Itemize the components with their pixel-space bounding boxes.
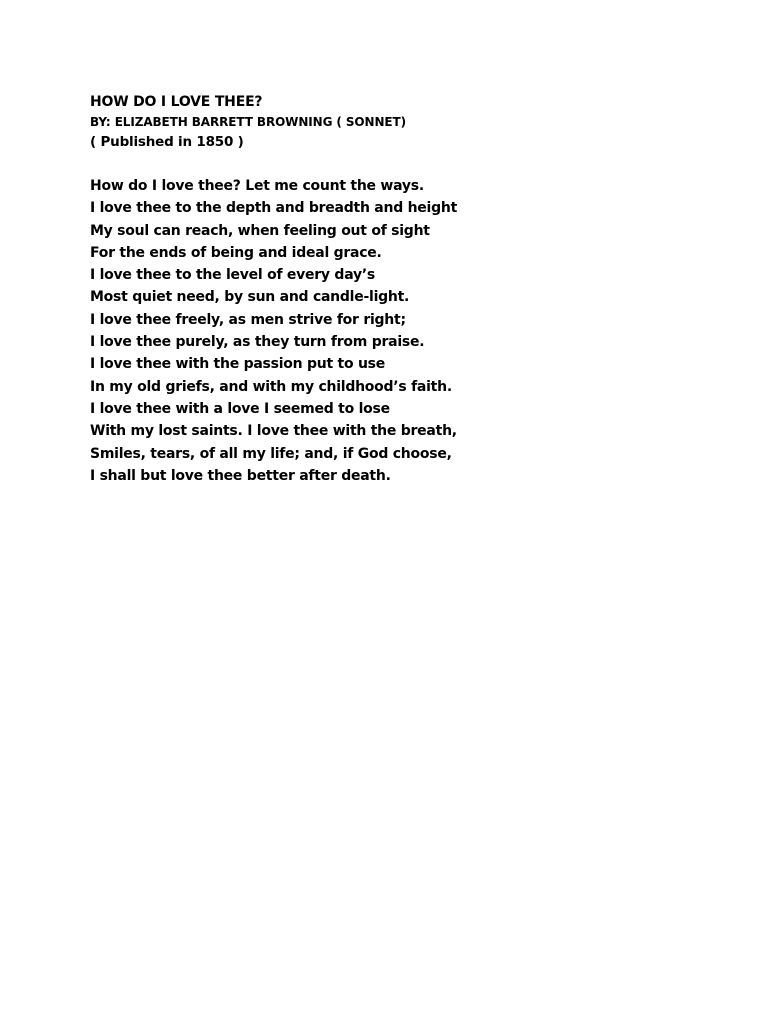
poem-line-8: I love thee purely, as they turn from praise. [90, 334, 425, 351]
poem-line-7: I love thee freely, as men strive for right; [90, 311, 406, 328]
poem-line-3: My soul can reach, when feeling out of sight [90, 222, 430, 239]
poem-line-11: I love thee with a love I seemed to lose [90, 400, 390, 417]
poem-line-9: I love thee with the passion put to use [90, 356, 385, 373]
poem-line-14: I shall but love thee better after death. [90, 467, 391, 484]
poem-author-byline: BY: ELIZABETH BARRETT BROWNING ( SONNET) [90, 115, 406, 129]
poem-line-13: Smiles, tears, of all my life; and, if God choose, [90, 445, 452, 462]
poem-line-1: How do I love thee? Let me count the ways. [90, 178, 424, 194]
poem-body [90, 175, 690, 487]
poem-document [90, 92, 690, 487]
poem-title: HOW DO I LOVE THEE? [90, 94, 263, 110]
poem-line-12: With my lost saints. I love thee with the breath, [90, 423, 457, 440]
poem-line-6: Most quiet need, by sun and candle-light. [90, 289, 410, 306]
publication-note: ( Published in 1850 ) [90, 134, 244, 150]
poem-line-2: I love thee to the depth and breadth and height [90, 200, 458, 217]
poem-line-10: In my old griefs, and with my childhood’s faith. [90, 378, 452, 395]
poem-line-4: For the ends of being and ideal grace. [90, 244, 382, 261]
poem-line-5: I love thee to the level of every day’s [90, 267, 375, 284]
